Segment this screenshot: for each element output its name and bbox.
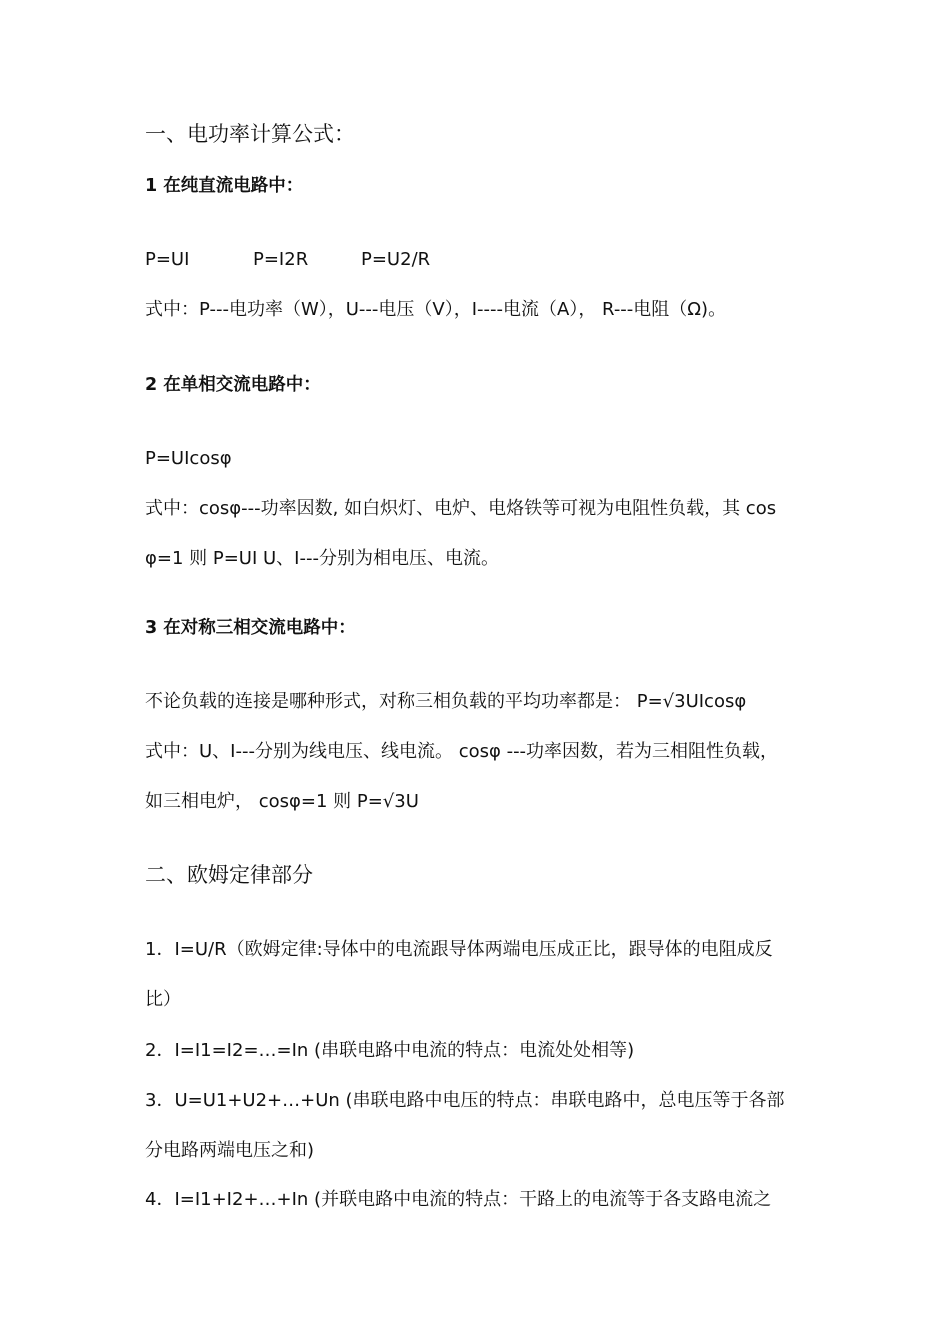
ohm-item3-line1: 3．U=U1+U2+…+Un (串联电路中电压的特点：串联电路中，总电压等于各部 [145, 1090, 785, 1111]
ohm-item1-line2: 比） [145, 989, 181, 1010]
ohm-item3-line2: 分电路两端电压之和) [145, 1140, 315, 1161]
single-phase-note-line1: 式中：cosφ---功率因数, 如白炽灯、电炉、电烙铁等可视为电阻性负载，其 cos [145, 498, 777, 519]
heading-three-phase: 3 在对称三相交流电路中： [145, 618, 356, 638]
formula-p-u2r: P=U2/R [361, 249, 431, 270]
heading-single-phase: 2 在单相交流电路中： [145, 375, 321, 395]
dc-definitions: 式中：P---电功率（W），U---电压（V），I----电流（A）， R---电阻（Ω)。 [145, 299, 727, 320]
formula-p-i2r: P=I2R [253, 249, 309, 270]
three-phase-line2: 式中：U、I---分别为线电压、线电流。 cosφ ---功率因数，若为三相阻性负载， [145, 741, 779, 762]
ohm-item1-line1: 1．I=U/R（欧姆定律:导体中的电流跟导体两端电压成正比，跟导体的电阻成反 [145, 939, 773, 960]
single-phase-note-line2: φ=1 则 P=UI U、I---分别为相电压、电流。 [145, 548, 499, 569]
section-title-ohm: 二、欧姆定律部分 [145, 863, 313, 887]
formula-p-ui: P=UI [145, 249, 190, 270]
section-title-power: 一、电功率计算公式： [145, 122, 355, 146]
three-phase-line3: 如三相电炉， cosφ=1 则 P=√3U [145, 791, 419, 812]
formula-single-phase: P=UIcosφ [145, 448, 232, 469]
three-phase-line1: 不论负载的连接是哪种形式，对称三相负载的平均功率都是： P=√3UIcosφ [145, 691, 747, 712]
ohm-item4: 4．I=I1+I2+…+In (并联电路中电流的特点：干路上的电流等于各支路电流之 [145, 1189, 772, 1210]
heading-dc-circuit: 1 在纯直流电路中： [145, 176, 304, 196]
ohm-item2: 2．I=I1=I2=…=In (串联电路中电流的特点：电流处处相等) [145, 1040, 635, 1061]
